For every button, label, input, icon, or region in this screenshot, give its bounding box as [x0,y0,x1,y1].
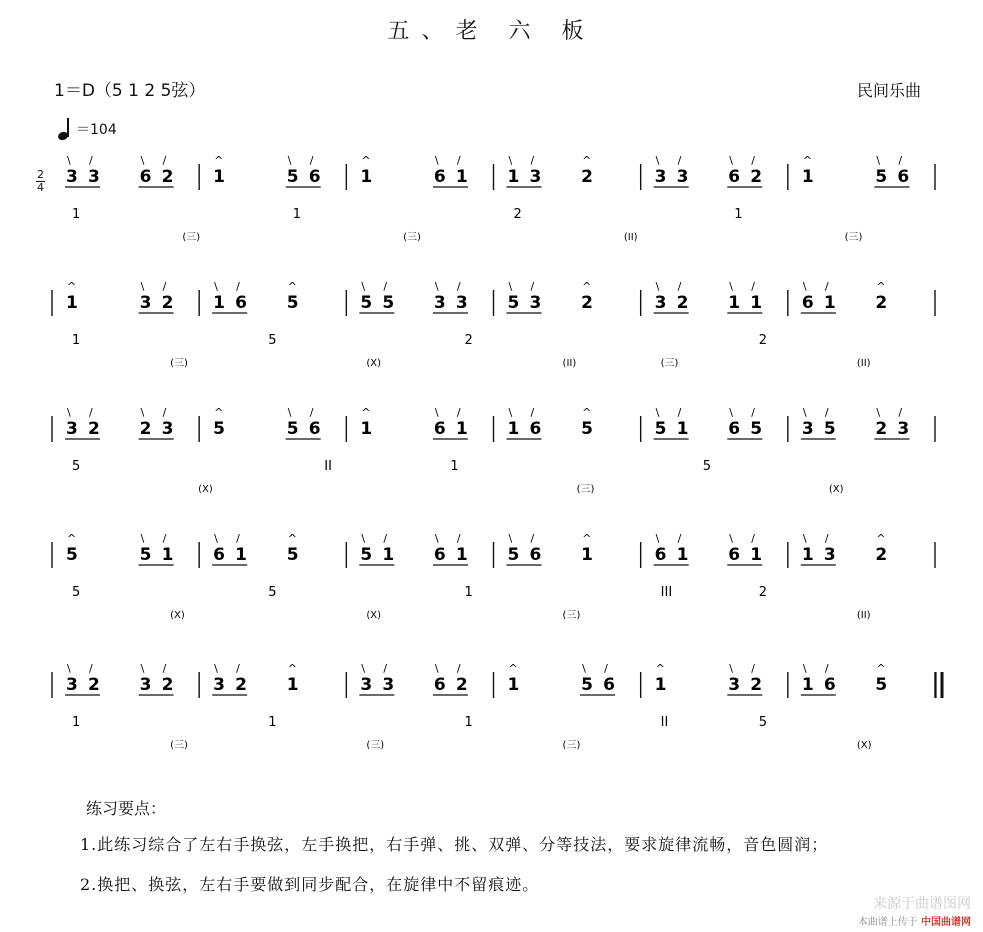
note-digit: 3 [213,675,226,695]
note-digit: 6 [529,545,542,565]
below-annotation: 1 [72,715,81,730]
technique-mark: / [456,154,461,167]
note-digit: 1 [455,545,468,565]
below-annotation: 1 [292,207,302,222]
technique-mark: / [751,280,755,293]
technique-mark: \ [655,280,660,293]
below-annotation: (三) [182,232,201,243]
practice-point-1: 1.此练习综合了左右手换弦，左手换把，右手弹、挑、双弹、分等技法，要求旋律流畅，音色圆润； [80,835,829,854]
note-digit: 5 [581,419,593,439]
note-digit: 2 [88,675,100,695]
technique-mark: \ [67,406,71,419]
note-digit: 6 [235,293,248,313]
below-annotation: (三) [366,740,385,751]
below-annotation: 1 [450,459,459,474]
note-digit: 3 [66,675,78,695]
piece-title: 五、老 六 板 [387,19,596,44]
note-digit: 5 [213,419,226,439]
technique-mark: \ [655,154,660,167]
note-digit: 1 [286,675,299,695]
note-digit: 5 [507,545,520,565]
technique-mark: / [89,406,93,419]
note-digit: 5 [875,167,888,187]
note-digit: 3 [66,167,78,187]
below-annotation: 1 [464,585,473,600]
technique-mark: \ [655,406,660,419]
below-annotation: (II) [856,610,871,621]
below-annotation: (三) [170,740,188,751]
note-digit: 5 [286,167,299,187]
technique-mark: ^ [287,532,297,545]
below-annotation: II [324,459,332,474]
note-digit: 2 [88,419,100,439]
below-annotation: (X) [366,358,381,369]
below-annotation: III [660,585,673,600]
below-annotation: (三) [562,610,581,621]
technique-mark: \ [802,532,807,545]
note-digit: 1 [801,167,814,187]
technique-mark: / [236,280,240,293]
technique-mark: / [89,154,93,167]
technique-mark: / [530,406,535,419]
technique-mark: \ [729,406,733,419]
note-digit: 3 [529,293,542,313]
technique-mark: ^ [876,662,886,675]
note-digit: 1 [676,545,689,565]
technique-mark: / [162,406,167,419]
technique-mark: / [677,406,682,419]
note-digit: 1 [235,545,248,565]
note-digit: 1 [728,293,741,313]
note-digit: 2 [161,293,174,313]
note-digit: 3 [139,675,152,695]
technique-mark: \ [287,154,292,167]
note-digit: 2 [581,293,593,313]
below-annotation: 5 [268,333,277,348]
technique-mark: \ [802,280,807,293]
technique-mark: \ [508,154,513,167]
note-digit: 1 [823,293,836,313]
technique-mark: ^ [582,280,592,293]
note-digit: 2 [455,675,468,695]
note-digit: 6 [213,545,226,565]
note-digit: 2 [875,293,888,313]
technique-mark: ^ [287,662,297,675]
technique-mark: / [677,154,682,167]
technique-mark: / [456,532,461,545]
below-annotation: (X) [856,740,872,751]
note-digit: 6 [823,675,836,695]
technique-mark: \ [434,662,439,675]
note-digit: 3 [433,293,446,313]
technique-mark: / [530,280,535,293]
technique-mark: / [456,662,461,675]
below-annotation: 1 [734,207,743,222]
technique-mark: / [677,280,682,293]
note-digit: 6 [728,545,741,565]
note-digit: 3 [455,293,468,313]
below-annotation: 2 [758,585,768,600]
note-digit: 5 [360,545,373,565]
technique-mark: ^ [214,406,224,419]
note-digit: 5 [823,419,836,439]
below-annotation: 1 [464,715,473,730]
note-digit: 2 [139,419,152,439]
note-digit: 5 [360,293,373,313]
below-annotation: 5 [72,459,81,474]
below-annotation: (X) [170,610,185,621]
technique-mark: ^ [361,406,371,419]
technique-mark: \ [729,154,733,167]
below-annotation: (三) [576,484,595,495]
technique-mark: \ [140,532,145,545]
technique-mark: \ [434,154,439,167]
technique-mark: \ [214,280,218,293]
note-digit: 2 [161,167,174,187]
technique-mark: / [824,406,829,419]
technique-mark: / [677,532,682,545]
technique-mark: / [162,662,167,675]
technique-mark: ^ [361,154,371,167]
technique-mark: / [751,406,755,419]
below-annotation: 1 [268,715,277,730]
note-digit: 6 [801,293,814,313]
note-digit: 1 [507,167,520,187]
note-digit: 1 [507,419,520,439]
technique-mark: \ [876,154,881,167]
technique-mark: ^ [582,532,592,545]
technique-mark: \ [508,532,513,545]
below-annotation: 1 [72,207,81,222]
note-digit: 3 [66,419,78,439]
note-digit: 1 [750,293,763,313]
note-digit: 2 [676,293,689,313]
note-digit: 1 [455,167,468,187]
technique-mark: / [236,662,240,675]
note-digit: 3 [654,167,667,187]
tempo-value: ＝104 [76,122,117,138]
below-annotation: (X) [366,610,381,621]
watermark-brand: 中国曲谱网 [921,917,971,928]
note-digit: 6 [139,167,152,187]
time-signature-top: 2 [37,168,44,181]
note-digit: 1 [213,293,226,313]
technique-mark: \ [361,280,366,293]
note-digit: 3 [382,675,395,695]
below-annotation: (三) [562,740,581,751]
note-digit: 1 [382,545,395,565]
note-digit: 1 [455,419,468,439]
technique-mark: \ [140,280,145,293]
technique-mark: ^ [67,280,77,293]
time-signature-bottom: 4 [37,181,44,194]
technique-mark: ^ [582,154,592,167]
technique-mark: \ [876,406,881,419]
note-digit: 6 [603,675,615,695]
note-digit: 2 [750,167,763,187]
technique-mark: / [236,532,240,545]
technique-mark: / [89,662,93,675]
technique-mark: \ [655,532,660,545]
technique-mark: / [383,662,388,675]
note-digit: 3 [654,293,667,313]
note-digit: 5 [382,293,395,313]
note-digit: 6 [654,545,667,565]
technique-mark: \ [361,532,366,545]
technique-mark: \ [214,532,218,545]
below-annotation: (三) [660,358,679,369]
technique-mark: ^ [876,532,886,545]
technique-mark: \ [802,406,807,419]
note-digit: 1 [161,545,174,565]
note-digit: 5 [286,293,299,313]
technique-mark: ^ [802,154,813,167]
below-annotation: 5 [72,585,81,600]
technique-mark: / [383,280,388,293]
note-digit: 2 [750,675,763,695]
note-digit: 6 [308,167,321,187]
technique-mark: \ [140,662,145,675]
technique-mark: \ [582,662,586,675]
note-digit: 3 [161,419,174,439]
note-digit: 5 [654,419,667,439]
technique-mark: \ [729,662,733,675]
practice-title: 练习要点： [86,799,167,818]
technique-mark: / [898,154,903,167]
technique-mark: / [751,532,755,545]
note-digit: 6 [433,675,446,695]
note-digit: 5 [286,545,299,565]
note-digit: 6 [728,419,741,439]
note-digit: 2 [161,675,174,695]
technique-mark: / [604,662,608,675]
technique-mark: \ [214,662,218,675]
note-digit: 1 [581,545,593,565]
below-annotation: 2 [464,333,473,348]
note-digit: 6 [897,167,910,187]
technique-mark: \ [140,406,145,419]
technique-mark: ^ [582,406,592,419]
note-digit: 1 [801,545,814,565]
note-digit: 6 [529,419,542,439]
technique-mark: / [309,406,314,419]
note-digit: 3 [897,419,910,439]
note-digit: 1 [507,675,520,695]
note-digit: 1 [360,419,373,439]
below-annotation: 2 [513,207,522,222]
below-annotation: 5 [758,715,768,730]
technique-mark: / [530,154,535,167]
note-digit: 3 [529,167,542,187]
note-digit: 2 [235,675,248,695]
below-annotation: II [660,715,669,730]
below-annotation: (II) [562,358,577,369]
note-digit: 5 [875,675,888,695]
technique-mark: / [898,406,903,419]
technique-mark: \ [67,154,71,167]
technique-mark: ^ [214,154,224,167]
technique-mark: / [530,532,535,545]
note-digit: 5 [507,293,520,313]
note-digit: 1 [801,675,814,695]
note-digit: 3 [676,167,689,187]
watermark-upload: 本曲谱上传于 [857,917,918,928]
technique-mark: ^ [876,280,886,293]
technique-mark: / [751,662,755,675]
piece-origin: 民间乐曲 [856,81,921,100]
note-digit: 3 [360,675,373,695]
note-digit: 1 [66,293,78,313]
technique-mark: / [824,532,829,545]
technique-mark: / [309,154,314,167]
technique-mark: / [824,280,829,293]
technique-mark: \ [802,662,807,675]
technique-mark: \ [434,280,439,293]
note-digit: 3 [728,675,741,695]
watermark [858,893,971,928]
technique-mark: / [751,154,755,167]
technique-mark: / [456,280,461,293]
note-digit: 5 [66,545,78,565]
below-annotation: (X) [198,484,213,495]
note-digit: 1 [676,419,689,439]
technique-mark: / [162,154,167,167]
technique-mark: \ [67,662,71,675]
note-digit: 1 [654,675,667,695]
below-annotation: 2 [758,333,768,348]
note-digit: 1 [360,167,373,187]
note-digit: 2 [875,545,888,565]
technique-mark: / [456,406,461,419]
below-annotation: (三) [170,358,188,369]
technique-mark: ^ [655,662,665,675]
note-digit: 5 [139,545,152,565]
below-annotation: (三) [403,232,421,243]
technique-mark: ^ [287,280,297,293]
technique-mark: / [824,662,829,675]
technique-mark: \ [140,154,145,167]
technique-mark: \ [508,280,513,293]
note-digit: 6 [308,419,321,439]
note-digit: 3 [823,545,836,565]
below-annotation: (三) [844,232,863,243]
technique-mark: / [162,280,167,293]
technique-mark: \ [729,532,733,545]
technique-mark: / [383,532,388,545]
technique-mark: ^ [508,662,518,675]
technique-mark: \ [434,406,439,419]
below-annotation: (II) [623,232,638,243]
note-digit: 5 [750,419,763,439]
note-digit: 2 [581,167,593,187]
note-digit: 3 [139,293,152,313]
below-annotation: (X) [828,484,844,495]
technique-mark: \ [729,280,733,293]
practice-point-2: 2.换把、换弦，左右手要做到同步配合，在旋律中不留痕迹。 [80,875,540,894]
note-digit: 5 [286,419,299,439]
note-digit: 2 [875,419,888,439]
note-digit: 3 [88,167,100,187]
below-annotation: (II) [856,358,871,369]
technique-mark: \ [287,406,292,419]
note-digit: 6 [728,167,741,187]
below-annotation: 5 [702,459,711,474]
note-digit: 1 [750,545,763,565]
watermark-source: 来源于曲谱图网 [873,896,971,912]
note-digit: 5 [581,675,593,695]
note-digit: 6 [433,545,446,565]
below-annotation: 1 [72,333,81,348]
technique-mark: \ [434,532,439,545]
below-annotation: 5 [268,585,277,600]
note-digit: 6 [433,419,446,439]
technique-mark: ^ [67,532,77,545]
technique-mark: \ [361,662,366,675]
key-signature: 1＝D（5 1 2 5弦） [54,81,206,101]
technique-mark: / [162,532,167,545]
note-digit: 1 [213,167,226,187]
technique-mark: \ [508,406,513,419]
note-digit: 3 [801,419,814,439]
note-digit: 6 [433,167,446,187]
